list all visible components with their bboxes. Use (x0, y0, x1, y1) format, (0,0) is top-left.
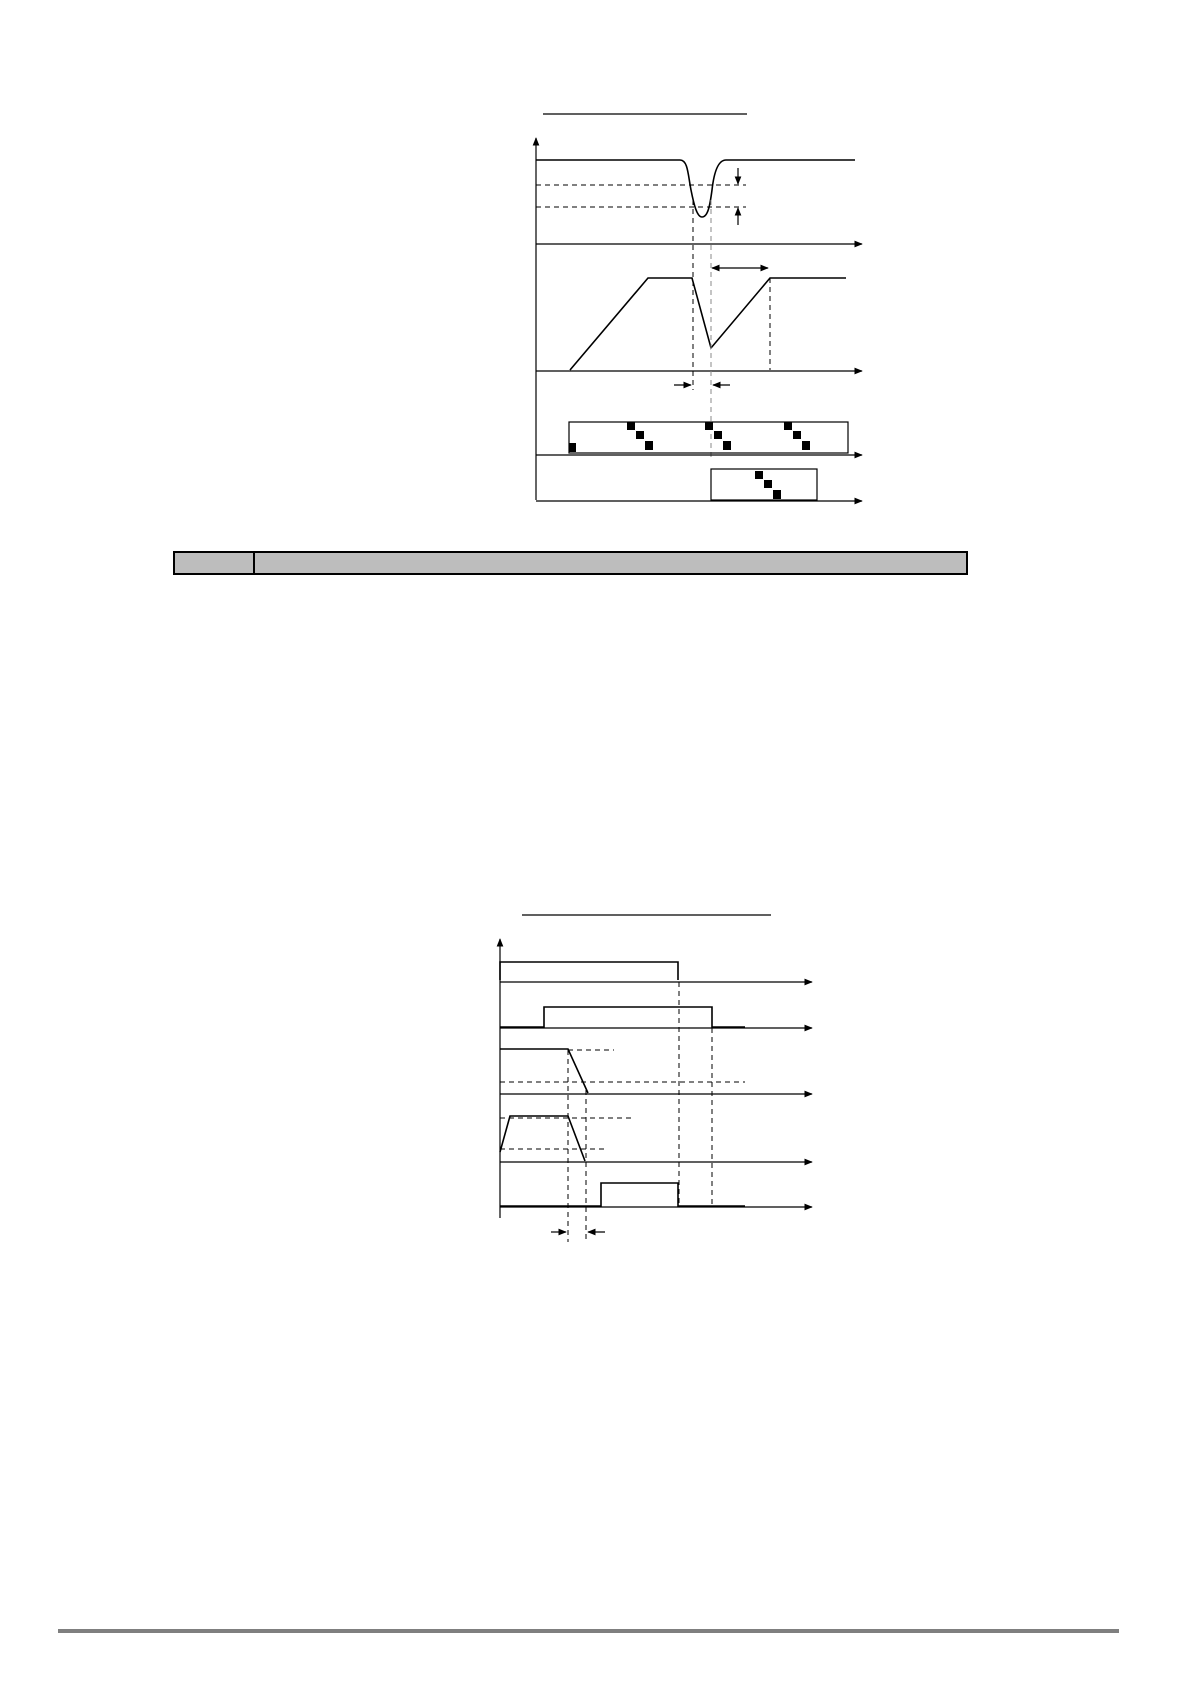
d2-frequency-decel (500, 1049, 588, 1093)
footer-rule (58, 1629, 1119, 1633)
d2-signal-2 (500, 1007, 745, 1027)
d2-output-current (500, 1116, 585, 1161)
d2-brake-output (500, 1183, 745, 1206)
run-command-signal (500, 962, 678, 980)
